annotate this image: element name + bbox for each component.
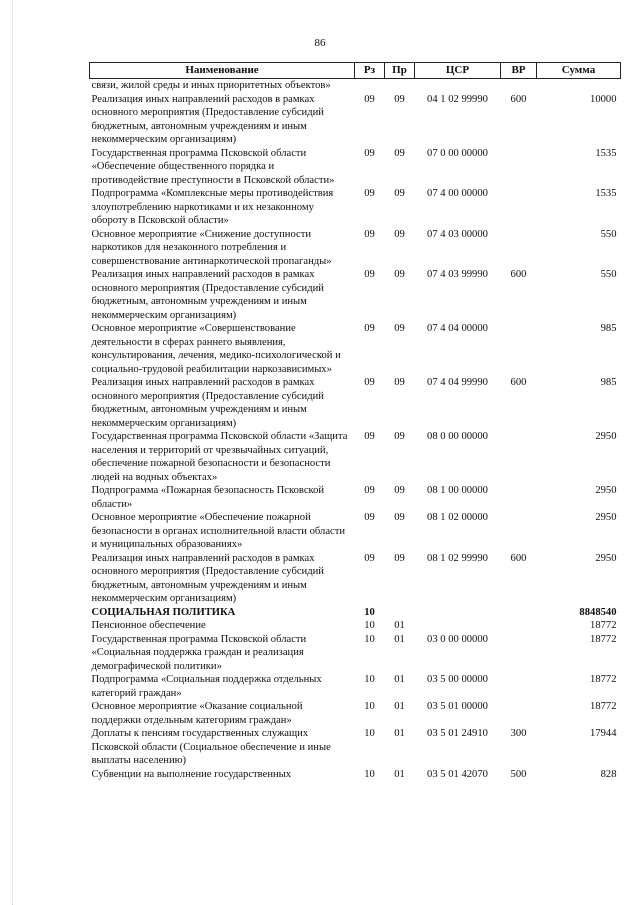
- cell-name: связи, жилой среды и иных приоритетных объектов»: [91, 80, 331, 91]
- cell-rz: 10: [364, 728, 375, 739]
- cell-sum: 550: [600, 228, 617, 240]
- cell-vr: [501, 606, 537, 620]
- cell-name: Подпрограмма «Комплексные меры противодействия злоупотреблению наркотиками и их незаконному обороту в Псковской области»: [91, 188, 334, 226]
- page-number: 86: [314, 37, 326, 49]
- table-row: [90, 268, 621, 322]
- cell-csr: [415, 79, 501, 93]
- cell-pr: 01: [394, 620, 405, 631]
- cell-vr: [501, 79, 537, 93]
- table-row: [90, 606, 621, 620]
- cell-name: Реализация иных направлений расходов в рамках основного мероприятия (Предоставление субсидий бюджетным, автономным учреждениям и иным некоммерческим организациям): [91, 269, 324, 321]
- budget-table: [89, 62, 621, 781]
- cell-name: СОЦИАЛЬНАЯ ПОЛИТИКА: [91, 606, 236, 618]
- cell-csr: [415, 619, 501, 633]
- cell-vr: [501, 700, 537, 727]
- table-row: [90, 147, 621, 188]
- cell-rz: 09: [364, 93, 375, 105]
- cell-vr: 300: [510, 728, 527, 739]
- cell-sum: 828: [600, 768, 617, 780]
- table-row: [90, 79, 621, 93]
- cell-rz: 10: [364, 768, 375, 780]
- cell-csr: [415, 606, 501, 620]
- table-row: [90, 727, 621, 768]
- table-row: [90, 484, 621, 511]
- cell-csr: 07 4 03 00000: [427, 228, 488, 240]
- cell-csr: 03 5 01 24910: [427, 728, 488, 739]
- cell-sum: 985: [600, 323, 617, 334]
- cell-pr: 01: [394, 701, 405, 712]
- table-row: [90, 511, 621, 552]
- cell-csr: 08 0 00 00000: [427, 431, 488, 442]
- cell-rz: 09: [364, 552, 375, 564]
- cell-pr: 09: [394, 147, 405, 159]
- cell-vr: 500: [510, 768, 527, 780]
- cell-csr: 04 1 02 99990: [427, 93, 488, 105]
- cell-rz: 09: [364, 147, 375, 159]
- cell-csr: 07 4 04 99990: [427, 377, 488, 388]
- cell-rz: 09: [364, 512, 375, 523]
- cell-vr: [501, 147, 537, 188]
- cell-vr: [501, 633, 537, 674]
- cell-pr: 09: [394, 228, 405, 240]
- cell-sum: 1535: [595, 147, 617, 159]
- header-csr: ЦСР: [415, 63, 501, 79]
- cell-csr: 08 1 02 99990: [427, 552, 488, 564]
- cell-pr: 01: [394, 728, 405, 739]
- cell-csr: 08 1 02 00000: [427, 512, 488, 523]
- cell-rz: 09: [364, 377, 375, 388]
- table-row: [90, 700, 621, 727]
- cell-name: Доплаты к пенсиям государственных служащих Псковской области (Социальное обеспечение и иные выплаты населению): [91, 728, 331, 766]
- table-header-row: [90, 63, 621, 79]
- header-pr: Пр: [385, 63, 415, 79]
- cell-csr: 07 4 03 99990: [427, 269, 488, 280]
- cell-rz: 10: [364, 633, 375, 645]
- cell-csr: 07 4 00 00000: [427, 188, 488, 199]
- cell-name: Государственная программа Псковской области «Обеспечение общественного порядка и противодействие преступности в Псковской области»: [91, 147, 335, 186]
- cell-name: Основное мероприятие «Обеспечение пожарной безопасности в органах исполнительной власти области и муниципальных образованиях»: [91, 512, 346, 550]
- cell-sum: 8848540: [579, 606, 617, 618]
- cell-sum: 2950: [595, 431, 617, 442]
- cell-name: Субвенции на выполнение государственных: [91, 768, 292, 780]
- table-row: [90, 673, 621, 700]
- table-row: [90, 187, 621, 228]
- cell-rz: 09: [364, 431, 375, 442]
- cell-name: Реализация иных направлений расходов в рамках основного мероприятия (Предоставление субсидий бюджетным, автономным учреждениям и иным некоммерческим организациям): [91, 552, 324, 604]
- cell-name: Пенсионное обеспечение: [91, 620, 206, 631]
- cell-name: Государственная программа Псковской области «Защита населения и территорий от чрезвычайных ситуаций, обеспечение пожарной безопасности и безопасности людей на водных объектах»: [91, 431, 348, 483]
- cell-vr: [501, 484, 537, 511]
- scan-edge-rule: [12, 0, 13, 905]
- cell-name: Реализация иных направлений расходов в рамках основного мероприятия (Предоставление субсидий бюджетным, автономным учреждениям и иным некоммерческим организациям): [91, 377, 324, 429]
- cell-name: Подпрограмма «Социальная поддержка отдельных категорий граждан»: [91, 674, 322, 699]
- table-row: [90, 93, 621, 147]
- cell-sum: 18772: [590, 674, 617, 685]
- cell-sum: 2950: [595, 512, 617, 523]
- table-row: [90, 768, 621, 782]
- cell-vr: [501, 322, 537, 376]
- table-row: [90, 619, 621, 633]
- header-vr: ВР: [501, 63, 537, 79]
- cell-sum: 17944: [590, 728, 617, 739]
- cell-csr: 07 4 04 00000: [427, 323, 488, 334]
- cell-pr: [385, 606, 415, 620]
- cell-sum: [537, 79, 621, 93]
- table-row: [90, 228, 621, 269]
- cell-vr: 600: [510, 93, 527, 105]
- table-row: [90, 322, 621, 376]
- cell-csr: 03 5 00 00000: [427, 674, 488, 685]
- header-name: Наименование: [90, 63, 355, 79]
- cell-name: Основное мероприятие «Оказание социальной поддержки отдельным категориям граждан»: [91, 701, 303, 726]
- table-row: [90, 376, 621, 430]
- cell-pr: 01: [394, 633, 405, 645]
- cell-pr: 09: [394, 93, 405, 105]
- cell-pr: [385, 79, 415, 93]
- cell-name: Подпрограмма «Пожарная безопасность Псковской области»: [91, 485, 325, 510]
- cell-rz: 09: [364, 228, 375, 240]
- cell-csr: 08 1 00 00000: [427, 485, 488, 496]
- header-rz: Рз: [355, 63, 385, 79]
- cell-name: Реализация иных направлений расходов в рамках основного мероприятия (Предоставление субсидий бюджетным, автономным учреждениям и иным некоммерческим организациям): [91, 93, 324, 145]
- cell-vr: [501, 187, 537, 228]
- table-body: [90, 79, 621, 782]
- cell-sum: 18772: [590, 701, 617, 712]
- cell-sum: 2950: [595, 552, 617, 564]
- cell-pr: 01: [394, 674, 405, 685]
- cell-pr: 01: [394, 768, 405, 780]
- budget-table-container: [89, 62, 620, 781]
- cell-pr: 09: [394, 377, 405, 388]
- cell-vr: [501, 511, 537, 552]
- cell-pr: 09: [394, 431, 405, 442]
- cell-rz: 10: [364, 606, 375, 618]
- cell-rz: 10: [364, 620, 375, 631]
- cell-vr: [501, 228, 537, 269]
- cell-name: Основное мероприятие «Совершенствование деятельности в сферах раннего выявления, консультирования, лечения, медико-психологической и социально-трудовой реабилитации наркозависимых»: [91, 323, 341, 375]
- cell-pr: 09: [394, 512, 405, 523]
- cell-vr: 600: [510, 377, 527, 388]
- cell-sum: 985: [600, 377, 617, 388]
- cell-vr: [501, 673, 537, 700]
- cell-pr: 09: [394, 323, 405, 334]
- cell-csr: 03 5 01 42070: [427, 768, 488, 780]
- cell-vr: 600: [510, 552, 527, 564]
- cell-vr: [501, 430, 537, 484]
- cell-name: Государственная программа Псковской области «Социальная поддержка граждан и реализация демографической политики»: [91, 633, 307, 672]
- cell-rz: 09: [364, 269, 375, 280]
- cell-name: Основное мероприятие «Снижение доступности наркотиков для незаконного потребления и совершенствование антинаркотической пропаганды»: [91, 228, 332, 267]
- cell-pr: 09: [394, 485, 405, 496]
- cell-rz: 09: [364, 485, 375, 496]
- cell-rz: 09: [364, 323, 375, 334]
- cell-sum: 550: [600, 269, 617, 280]
- header-sum: Сумма: [537, 63, 621, 79]
- cell-pr: 09: [394, 552, 405, 564]
- cell-csr: 03 5 01 00000: [427, 701, 488, 712]
- cell-vr: [501, 619, 537, 633]
- cell-sum: 18772: [590, 633, 617, 645]
- cell-rz: [355, 79, 385, 93]
- cell-rz: 09: [364, 188, 375, 199]
- cell-csr: 07 0 00 00000: [427, 147, 488, 159]
- table-row: [90, 430, 621, 484]
- cell-sum: 18772: [590, 620, 617, 631]
- cell-rz: 10: [364, 674, 375, 685]
- cell-rz: 10: [364, 701, 375, 712]
- cell-pr: 09: [394, 269, 405, 280]
- cell-sum: 2950: [595, 485, 617, 496]
- table-row: [90, 552, 621, 606]
- table-row: [90, 633, 621, 674]
- cell-vr: 600: [510, 269, 527, 280]
- cell-sum: 1535: [595, 188, 617, 199]
- cell-sum: 10000: [590, 93, 617, 105]
- cell-pr: 09: [394, 188, 405, 199]
- cell-csr: 03 0 00 00000: [427, 633, 488, 645]
